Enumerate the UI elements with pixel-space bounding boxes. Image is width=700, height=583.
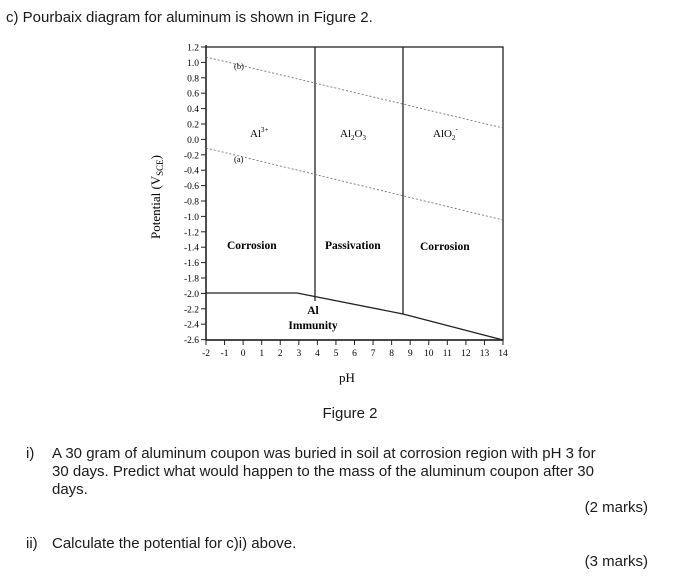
- y-tick-label: 0.2: [187, 120, 199, 131]
- figure-caption: Figure 2: [322, 405, 378, 422]
- x-tick-label: 2: [277, 349, 283, 359]
- species-al2o3: $Al_2O_3$: [340, 128, 366, 142]
- question-ii-text: [52, 535, 296, 553]
- question-ii-marks: (3 marks): [584, 553, 648, 570]
- x-tick-label: 11: [442, 349, 452, 359]
- water-line-b: [206, 57, 503, 128]
- question-heading: c) Pourbaix diagram for aluminum is shown in Figure 2.: [6, 9, 373, 26]
- boundary-immunity: [206, 293, 503, 340]
- species-alo2: AlO$_2$-: [433, 125, 458, 142]
- y-tick-label: 0.8: [187, 74, 199, 85]
- question-i-text: [52, 445, 596, 499]
- y-tick-label: -1.4: [183, 243, 199, 254]
- y-tick-label: -1.0: [183, 212, 199, 223]
- region-immunity: Immunity: [288, 320, 338, 332]
- question-ii-line: Calculate the potential for c)i) above.: [52, 535, 297, 552]
- x-tick-label: 14: [498, 349, 508, 359]
- y-tick-label: 1.2: [187, 43, 199, 54]
- y-tick-label: -0.6: [183, 182, 199, 193]
- line-b-label: (b): [234, 61, 244, 71]
- x-tick-label: 9: [407, 349, 413, 359]
- x-tick-label: 13: [479, 349, 490, 359]
- region-al: Al: [307, 305, 319, 317]
- x-tick-label: 3: [296, 349, 302, 359]
- x-tick-label: -2: [202, 349, 210, 359]
- x-tick-label: 1: [259, 349, 265, 359]
- region-passivation: Passivation: [325, 240, 381, 252]
- y-tick-label: -2.4: [183, 320, 199, 331]
- y-tick-label: 0.6: [187, 89, 199, 100]
- x-tick-label: 10: [424, 349, 434, 359]
- question-i-label: i): [26, 445, 35, 462]
- y-tick-labels: [184, 44, 206, 347]
- x-tick-label: -1: [220, 349, 229, 359]
- x-tick-label: 5: [333, 349, 339, 359]
- y-tick-label: -0.8: [183, 197, 199, 208]
- region-corrosion-left: Corrosion: [227, 240, 277, 252]
- y-axis-label: Potential $(V_{SCE})$: [148, 154, 165, 240]
- x-tick-labels: [202, 340, 508, 359]
- x-tick-label: 7: [370, 349, 376, 359]
- x-tick-label: 6: [352, 349, 357, 359]
- y-tick-label: -1.8: [183, 274, 199, 285]
- y-tick-label: -0.2: [183, 151, 199, 162]
- y-tick-label: 0.4: [187, 105, 199, 116]
- question-ii-label: ii): [26, 535, 38, 552]
- y-tick-label: 0.0: [187, 135, 199, 146]
- y-tick-label: -1.6: [183, 259, 199, 270]
- question-i-line: A 30 gram of aluminum coupon was buried in soil at corrosion region with pH 3 for: [52, 445, 596, 462]
- y-tick-label: 1.0: [187, 58, 199, 69]
- y-tick-label: -0.4: [183, 166, 199, 177]
- y-tick-label: -2.6: [183, 336, 199, 347]
- species-al3: $Al^{3+}$: [250, 126, 269, 140]
- x-tick-label: 0: [240, 349, 246, 359]
- x-tick-label: 12: [461, 349, 471, 359]
- water-line-a: [206, 148, 503, 220]
- x-tick-label: 8: [389, 349, 394, 359]
- region-corrosion-right: Corrosion: [420, 241, 470, 253]
- diagram-frame: [206, 47, 503, 340]
- question-i-marks: (2 marks): [584, 499, 648, 516]
- x-tick-label: 4: [315, 349, 320, 359]
- y-tick-label: -2.0: [183, 289, 199, 300]
- y-tick-label: -1.2: [183, 228, 199, 239]
- line-a-label: (a): [234, 154, 244, 164]
- x-axis-label: pH: [339, 370, 355, 385]
- question-i-line: 30 days. Predict what would happen to the mass of the aluminum coupon after 30: [52, 463, 594, 480]
- question-i-line: days.: [52, 481, 88, 498]
- y-tick-label: -2.2: [183, 305, 199, 316]
